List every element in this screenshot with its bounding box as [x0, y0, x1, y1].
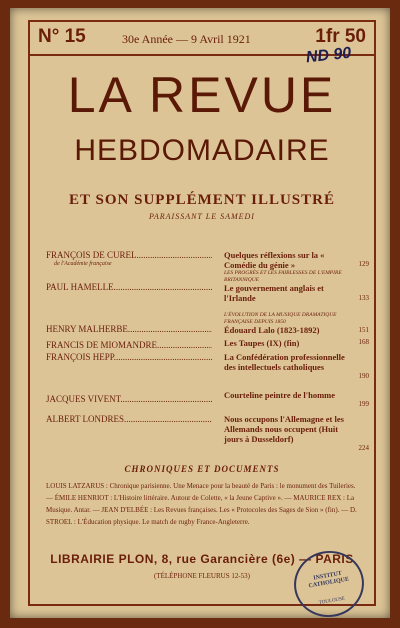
publisher-phone: (TÉLÉPHONE FLEURUS 12-53): [153, 572, 251, 580]
toc-title: [224, 250, 352, 270]
publisher-line: LIBRAIRIE PLON, 8, rue Garancière (6e) — PARIS: [50, 552, 354, 566]
issue-number: N° 15: [38, 26, 86, 47]
toc-title-text: Les Taupes (IX) (fin): [224, 338, 300, 348]
seal-text: INSTITUT CATHOLIQUE: [308, 570, 350, 590]
frequency-line: PARAISSANT LE SAMEDI: [149, 212, 255, 221]
toc-author: ALBERT LONDRES .....: [46, 414, 212, 424]
toc-title: [224, 414, 352, 444]
toc-author: FRANÇOIS DE CUREL .....: [46, 250, 212, 260]
toc-page: 133: [358, 294, 369, 302]
handwritten-note: ND 90: [305, 44, 353, 67]
chronicles-heading: CHRONIQUES ET DOCUMENTS: [124, 464, 280, 474]
toc-page: 224: [358, 444, 369, 452]
toc-title: [224, 270, 352, 303]
issue-price: 1fr 50: [315, 26, 366, 47]
toc-section: L'ÉVOLUTION DE LA MUSIQUE DRAMATIQUE FRANÇAISE DEPUIS 1850: [224, 312, 337, 325]
toc-title-text: Le gouvernement anglais et l'Irlande: [224, 283, 324, 303]
toc-section: LES PROGRÈS ET LES FAIBLESSES DE L'EMPIRE BRITANNIQUE: [224, 270, 342, 283]
toc-page: 129: [358, 260, 369, 268]
toc-author: PAUL HAMELLE .....: [46, 282, 212, 292]
toc-title: [224, 352, 352, 372]
magazine-cover: [10, 8, 390, 618]
chronicles-text: [46, 480, 364, 528]
toc-title-text: La Confédération professionnelle des intellectuels catholiques: [224, 352, 345, 372]
toc-title-text: Édouard Lalo (1823-1892): [224, 325, 320, 335]
toc-affiliation: de l'Académie française: [54, 261, 112, 267]
masthead-subtitle: HEBDOMADAIRE: [74, 134, 330, 167]
toc-title-text: Quelques réflexions sur la « Comédie du génie »: [224, 250, 325, 270]
toc-title: [224, 312, 352, 335]
toc-title-text: Nous occupons l'Allemagne et les Allemands nous occupent (Huit jours à Dusseldorf): [224, 414, 344, 444]
seal-city: TOULOUSE: [318, 596, 346, 606]
toc-author: JACQUES VIVENT .....: [46, 394, 212, 404]
toc-author: FRANCIS DE MIOMANDRE .....: [46, 340, 212, 350]
toc-page: 199: [358, 400, 369, 408]
toc-title: [224, 390, 352, 400]
toc-title: [224, 338, 352, 348]
masthead-title: LA REVUE: [67, 67, 337, 123]
toc-page: 151: [358, 326, 369, 334]
toc-page: 190: [358, 372, 369, 380]
toc-title-text: Courteline peintre de l'homme: [224, 390, 336, 400]
issue-date: 30e Année — 9 Avril 1921: [122, 32, 251, 46]
cover-frame: [28, 20, 376, 606]
toc-author: FRANÇOIS HEPP .....: [46, 352, 212, 362]
toc-author: HENRY MALHERBE .....: [46, 324, 212, 334]
chronicles-line: LOUIS LATZARUS : Chronique parisienne. Une Menace pour la beauté de Paris : le monument des Tuileries. — ÉMILE HENRIOT : L'Histoire littéraire. Autour de Colette, « la Jeune Captive ». — MAURICE REX : La Musique. Antar. — JEAN D'ELBÉE : Les Revues françaises. Les « Protocoles des Sages de Sion » (fin). — D. STROEL : L'Éducation physique. Le match de rugby France-Angleterre.: [46, 482, 357, 526]
toc-page: 168: [358, 338, 369, 346]
supplement-line: ET SON SUPPLÉMENT ILLUSTRÉ: [69, 192, 335, 208]
